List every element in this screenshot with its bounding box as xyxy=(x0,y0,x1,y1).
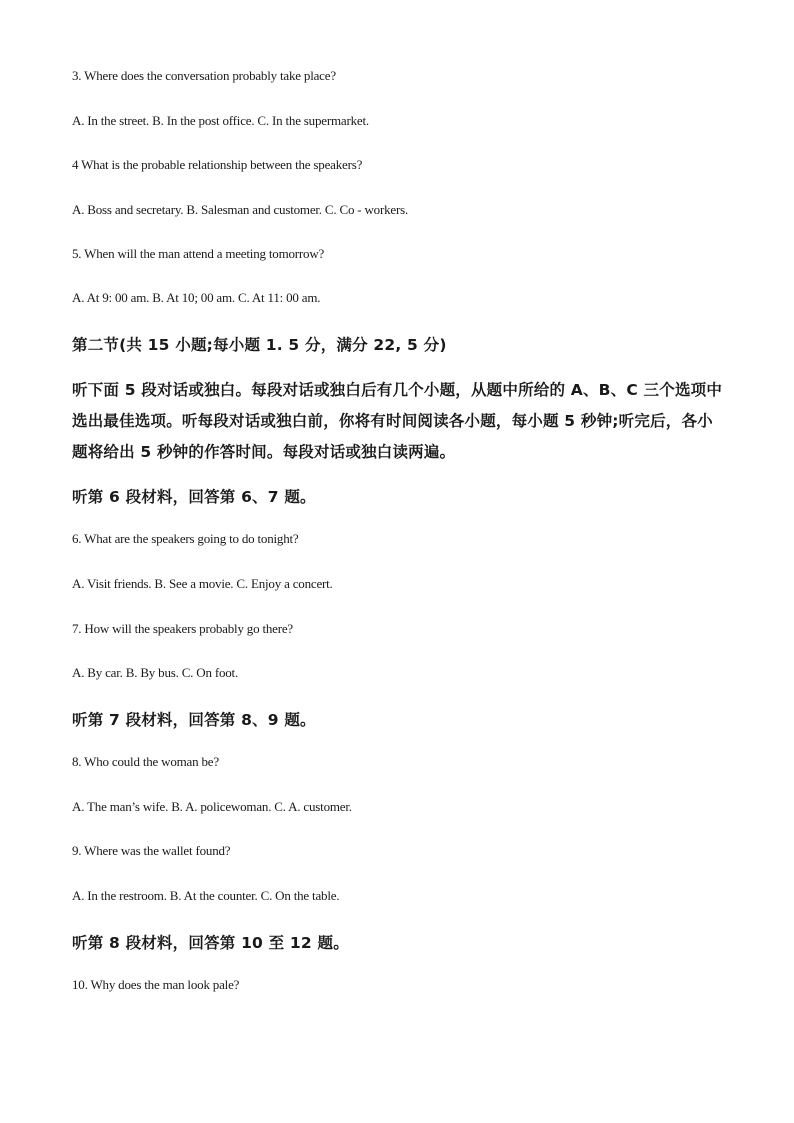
passage-8-heading: 听第 8 段材料，回答第 10 至 12 题。 xyxy=(72,934,349,952)
question-7: 7. How will the speakers probably go there? xyxy=(72,621,294,636)
passage-6-heading: 听第 6 段材料，回答第 6、7 题。 xyxy=(72,488,316,506)
instructions-line-2: 选出最佳选项。听每段对话或独白前，你将有时间阅读各小题，每小题 5 秒钟;听完后，各小 xyxy=(72,412,713,430)
question-3: 3. Where does the conversation probably take place? xyxy=(72,68,336,83)
passage-7-heading: 听第 7 段材料，回答第 8、9 题。 xyxy=(72,711,316,729)
question-9: 9. Where was the wallet found? xyxy=(72,843,231,858)
question-8: 8. Who could the woman be? xyxy=(72,754,219,769)
question-3-options: A. In the street. B. In the post office. C. In the supermarket. xyxy=(72,113,369,128)
question-5: 5. When will the man attend a meeting tomorrow? xyxy=(72,246,325,261)
question-6: 6. What are the speakers going to do tonight? xyxy=(72,531,299,546)
question-10: 10. Why does the man look pale? xyxy=(72,977,240,992)
question-9-options: A. In the restroom. B. At the counter. C. On the table. xyxy=(72,888,340,903)
question-5-options: A. At 9: 00 am. B. At 10; 00 am. C. At 11: 00 am. xyxy=(72,290,321,305)
question-6-options: A. Visit friends. B. See a movie. C. Enjoy a concert. xyxy=(72,576,333,591)
question-4-options: A. Boss and secretary. B. Salesman and customer. C. Co - workers. xyxy=(72,202,409,217)
question-4: 4 What is the probable relationship between the speakers? xyxy=(72,157,363,172)
section-two-heading: 第二节(共 15 小题;每小题 1. 5 分，满分 22, 5 分) xyxy=(72,336,447,354)
question-7-options: A. By car. B. By bus. C. On foot. xyxy=(72,665,239,680)
question-8-options: A. The man’s wife. B. A. policewoman. C. A. customer. xyxy=(72,799,352,814)
instructions-line-1: 听下面 5 段对话或独白。每段对话或独白后有几个小题，从题中所给的 A、B、C 三个选项中 xyxy=(72,381,723,399)
instructions-line-3: 题将给出 5 秒钟的作答时间。每段对话或独白读两遍。 xyxy=(72,443,456,461)
